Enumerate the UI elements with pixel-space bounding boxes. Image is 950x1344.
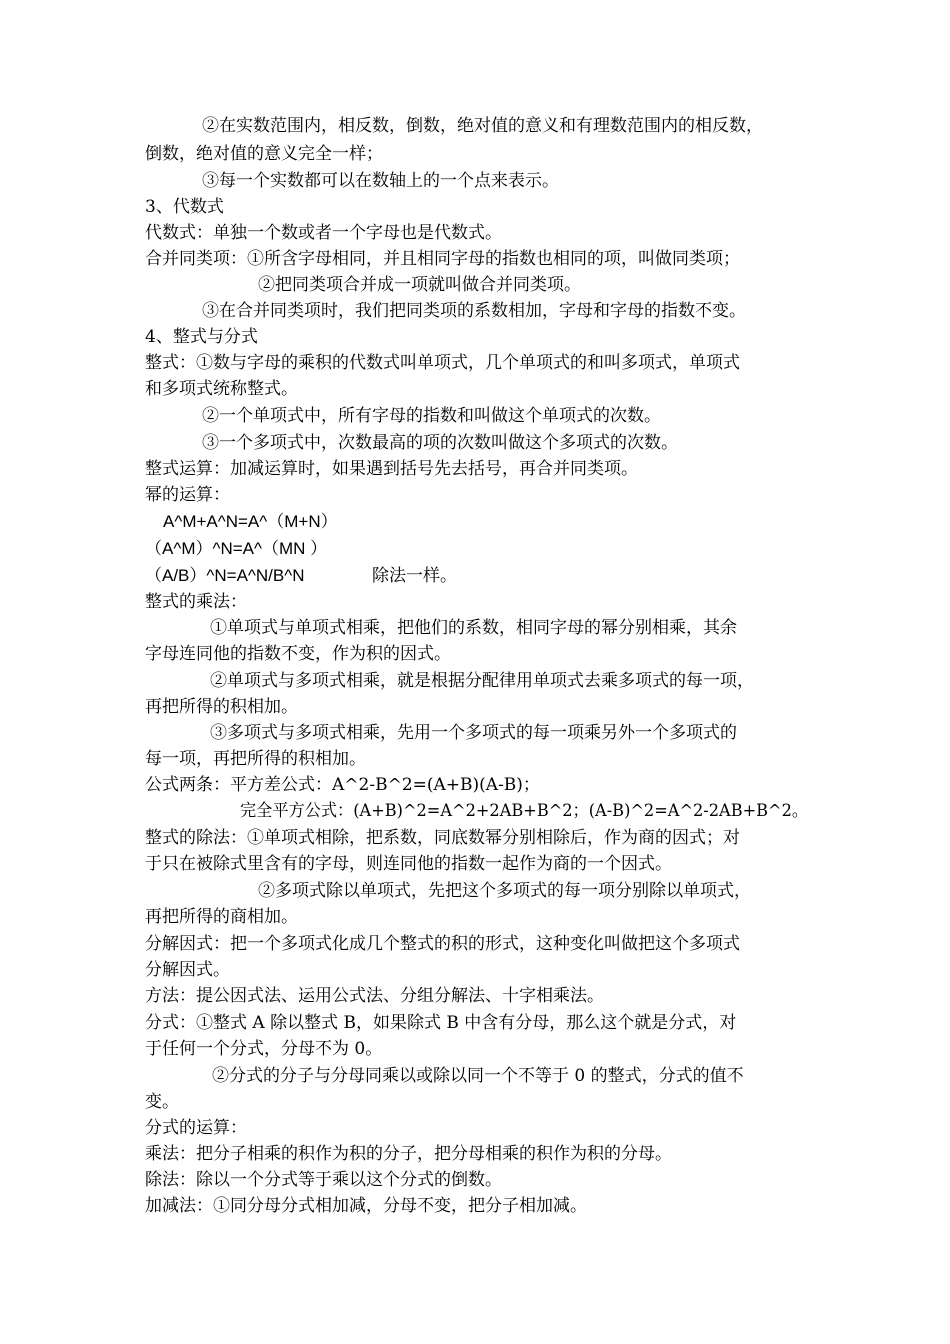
text-line: 除法一样。: [372, 566, 457, 586]
text-line: ③每一个实数都可以在数轴上的一个点来表示。: [202, 171, 559, 191]
section-heading: 4、整式与分式: [145, 327, 258, 347]
formula-line: 完全平方公式：(A+B)^2=A^2+2AB+B^2；(A-B)^2=A^2-2AB+B^2。: [240, 801, 809, 821]
text-line: 于只在被除式里含有的字母，则连同他的指数一起作为商的一个因式。: [145, 854, 672, 874]
text-line: 倒数，绝对值的意义完全一样；: [145, 144, 383, 164]
text-line: 整式：①数与字母的乘积的代数式叫单项式，几个单项式的和叫多项式，单项式: [145, 353, 740, 373]
text-line: ②一个单项式中，所有字母的指数和叫做这个单项式的次数。: [202, 406, 661, 426]
text-line: 再把所得的商相加。: [145, 907, 298, 927]
text-line: ②在实数范围内，相反数，倒数，绝对值的意义和有理数范围内的相反数，: [202, 116, 763, 136]
text-line: ②多项式除以单项式，先把这个多项式的每一项分别除以单项式，: [258, 881, 751, 901]
formula-line: （A^M）^N=A^（MN ）: [145, 539, 328, 558]
text-line: 和多项式统称整式。: [145, 379, 298, 399]
text-line: ③多项式与多项式相乘，先用一个多项式的每一项乘另外一个多项式的: [210, 723, 737, 743]
text-line: 合并同类项：①所含字母相同，并且相同字母的指数也相同的项，叫做同类项；: [145, 249, 740, 269]
text-line: 幂的运算：: [145, 485, 230, 505]
section-heading: 3、代数式: [145, 197, 224, 217]
text-line: ①单项式与单项式相乘，把他们的系数，相同字母的幂分别相乘，其余: [210, 618, 737, 638]
text-line: ②单项式与多项式相乘，就是根据分配律用单项式去乘多项式的每一项，: [210, 671, 754, 691]
text-line: 于任何一个分式，分母不为 0。: [145, 1039, 383, 1059]
text-line: 乘法：把分子相乘的积作为积的分子，把分母相乘的积作为积的分母。: [145, 1144, 672, 1164]
text-line: 分式：①整式 A 除以整式 B，如果除式 B 中含有分母，那么这个就是分式，对: [145, 1013, 737, 1033]
text-line: 加减法：①同分母分式相加减，分母不变，把分子相加减。: [145, 1196, 587, 1216]
text-line: 代数式：单独一个数或者一个字母也是代数式。: [145, 223, 502, 243]
text-line: 字母连同他的指数不变，作为积的因式。: [145, 644, 451, 664]
text-line: ②分式的分子与分母同乘以或除以同一个不等于 0 的整式，分式的值不: [212, 1066, 744, 1086]
text-line: 再把所得的积相加。: [145, 697, 298, 717]
formula-line: 公式两条：平方差公式：A^2-B^2=(A+B)(A-B)；: [145, 775, 540, 795]
text-line: 分解因式。: [145, 960, 230, 980]
formula-line: （A/B）^N=A^N/B^N: [145, 566, 305, 585]
text-line: 整式的除法：①单项式相除，把系数，同底数幂分别相除后，作为商的因式；对: [145, 828, 740, 848]
text-line: ③一个多项式中，次数最高的项的次数叫做这个多项式的次数。: [202, 433, 678, 453]
text-line: 除法：除以一个分式等于乘以这个分式的倒数。: [145, 1170, 502, 1190]
text-line: ③在合并同类项时，我们把同类项的系数相加，字母和字母的指数不变。: [202, 301, 746, 321]
text-line: 变。: [145, 1092, 179, 1112]
text-line: 整式的乘法：: [145, 592, 247, 612]
text-line: 每一项，再把所得的积相加。: [145, 749, 366, 769]
text-line: 整式运算：加减运算时，如果遇到括号先去括号，再合并同类项。: [145, 459, 638, 479]
text-line: 方法：提公因式法、运用公式法、分组分解法、十字相乘法。: [145, 986, 604, 1006]
formula-line: A^M+A^N=A^（M+N）: [163, 512, 338, 531]
text-line: 分式的运算：: [145, 1118, 247, 1138]
text-line: 分解因式：把一个多项式化成几个整式的积的形式，这种变化叫做把这个多项式: [145, 934, 740, 954]
text-line: ②把同类项合并成一项就叫做合并同类项。: [258, 275, 581, 295]
